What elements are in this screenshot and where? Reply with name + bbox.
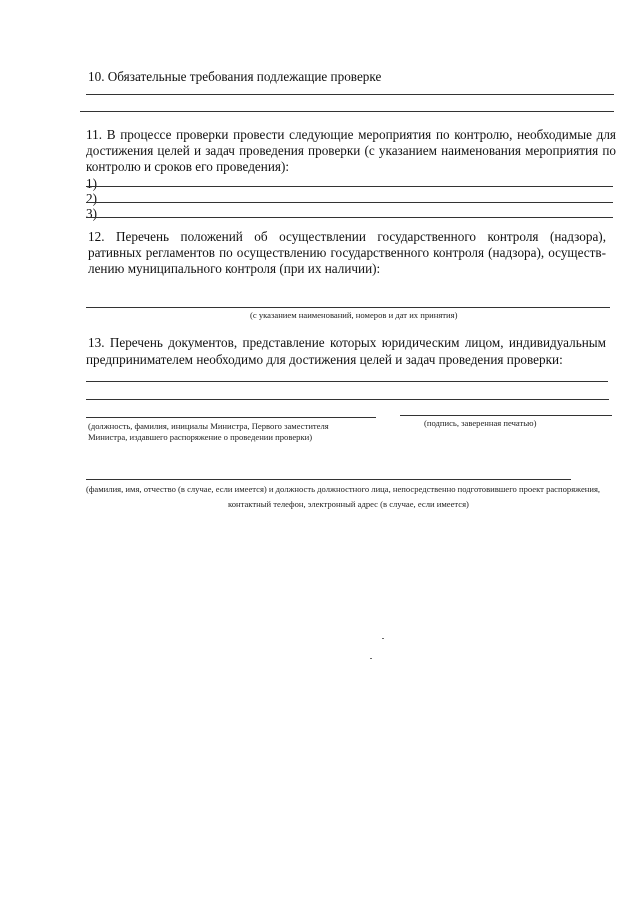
section-10-title: 10. Обязательные требования подлежащие проверке xyxy=(88,69,382,84)
signature-caption-right: (подпись, заверенная печатью) xyxy=(424,418,537,428)
section-12-line: 12. Перечень положений об осуществлении государственного контроля (надзора), xyxy=(88,229,606,244)
fill-line xyxy=(86,94,614,95)
item-number-1: 1) xyxy=(86,176,97,191)
item-line-2 xyxy=(86,202,613,203)
fill-line xyxy=(86,381,608,382)
section-13-line: предпринимателем необходимо для достижения целей и задач проведения проверки: xyxy=(86,352,563,367)
signature-caption-left: Министра, издавшего распоряжение о проведении проверки) xyxy=(88,432,313,442)
item-line-1 xyxy=(86,186,613,187)
scan-mark xyxy=(382,638,384,639)
section-11-line: контролю и сроков его проведения): xyxy=(86,159,290,174)
preparer-caption: контактный телефон, электронный адрес (в случае, если имеется) xyxy=(228,499,469,509)
scan-mark xyxy=(370,658,372,659)
fill-line xyxy=(86,399,609,400)
section-12-line: лению муниципального контроля (при их наличии): xyxy=(88,261,381,276)
signature-line xyxy=(400,415,612,416)
signature-position-line xyxy=(86,417,376,418)
fill-line xyxy=(80,111,614,112)
section-11-line: 11. В процессе проверки провести следующие мероприятия по контролю, необходимые для xyxy=(86,127,616,142)
item-line-3 xyxy=(86,217,613,218)
section-12-line: ративных регламентов по осуществлению государственного контроля (надзора), осуществ- xyxy=(88,245,606,260)
preparer-caption: (фамилия, имя, отчество (в случае, если имеется) и должность должностного лица, непосредственно подготовившего проект распоряжения, xyxy=(86,484,601,494)
section-13-line: 13. Перечень документов, представление которых юридическим лицом, индивидуальным xyxy=(88,335,606,350)
item-number-2: 2) xyxy=(86,191,97,206)
preparer-line xyxy=(86,479,571,480)
item-number-3: 3) xyxy=(86,206,97,221)
section-11-line: достижения целей и задач проведения проверки (с указанием наименования мероприятия по xyxy=(86,143,616,158)
section-12-caption: (с указанием наименований, номеров и дат их принятия) xyxy=(250,310,458,320)
signature-caption-left: (должность, фамилия, инициалы Министра, Первого заместителя xyxy=(88,421,329,431)
fill-line xyxy=(86,307,610,308)
